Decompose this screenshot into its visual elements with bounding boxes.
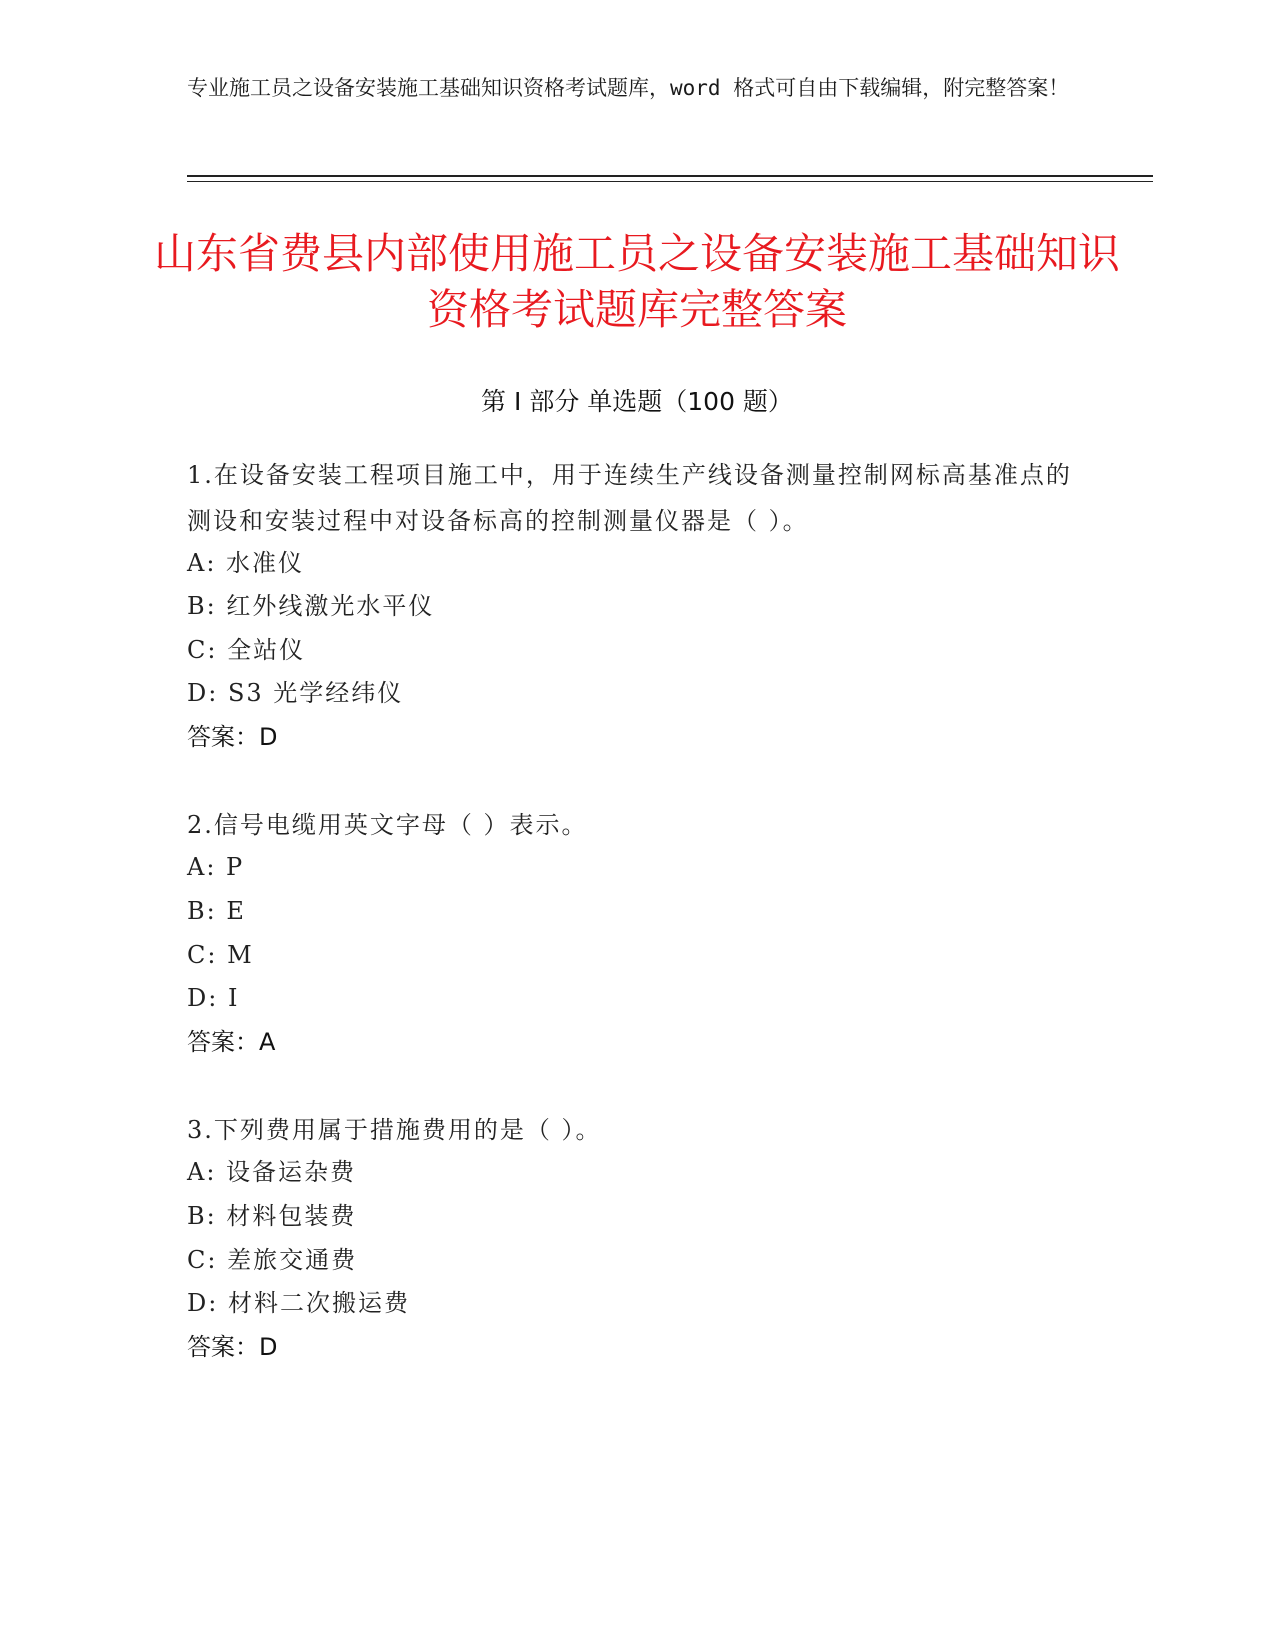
question-3-answer: 答案：D <box>187 1333 278 1361</box>
question-3-option-a: A: 设备运杂费 <box>187 1158 357 1186</box>
question-3-option-c: C: 差旅交通费 <box>187 1246 358 1274</box>
question-2-option-b: B: E <box>187 897 246 925</box>
question-3-option-b: B: 材料包装费 <box>187 1202 357 1230</box>
question-2-option-c: C: M <box>187 941 254 969</box>
question-1-option-b: B: 红外线激光水平仪 <box>187 592 435 620</box>
header-divider-thin <box>187 181 1153 182</box>
header-divider-thick <box>187 175 1153 177</box>
question-1-option-c: C: 全站仪 <box>187 636 306 664</box>
question-1-answer: 答案：D <box>187 723 278 751</box>
document-title: 山东省费县内部使用施工员之设备安装施工基础知识资格考试题库完整答案 <box>153 229 1120 334</box>
question-2-option-d: D: I <box>187 984 240 1012</box>
question-1-option-d: D: S3 光学经纬仪 <box>187 679 404 707</box>
question-2-stem: 2.信号电缆用英文字母（ ）表示。 <box>187 811 588 839</box>
question-3-option-d: D: 材料二次搬运费 <box>187 1289 410 1317</box>
question-3-stem: 3.下列费用属于措施费用的是（ ）。 <box>187 1116 602 1144</box>
question-1-stem: 1.在设备安装工程项目施工中，用于连续生产线设备测量控制网标高基准点的测设和安装过程中对设备标高的控制测量仪器是（ ）。 <box>187 461 1072 535</box>
question-2-answer: 答案：A <box>187 1028 276 1056</box>
header-note: 专业施工员之设备安装施工基础知识资格考试题库，word 格式可自由下载编辑，附完整答案！ <box>187 76 1070 100</box>
question-2-option-a: A: P <box>187 853 245 881</box>
section-title: 第 I 部分 单选题（100 题） <box>481 387 793 416</box>
question-1-option-a: A: 水准仪 <box>187 549 305 577</box>
